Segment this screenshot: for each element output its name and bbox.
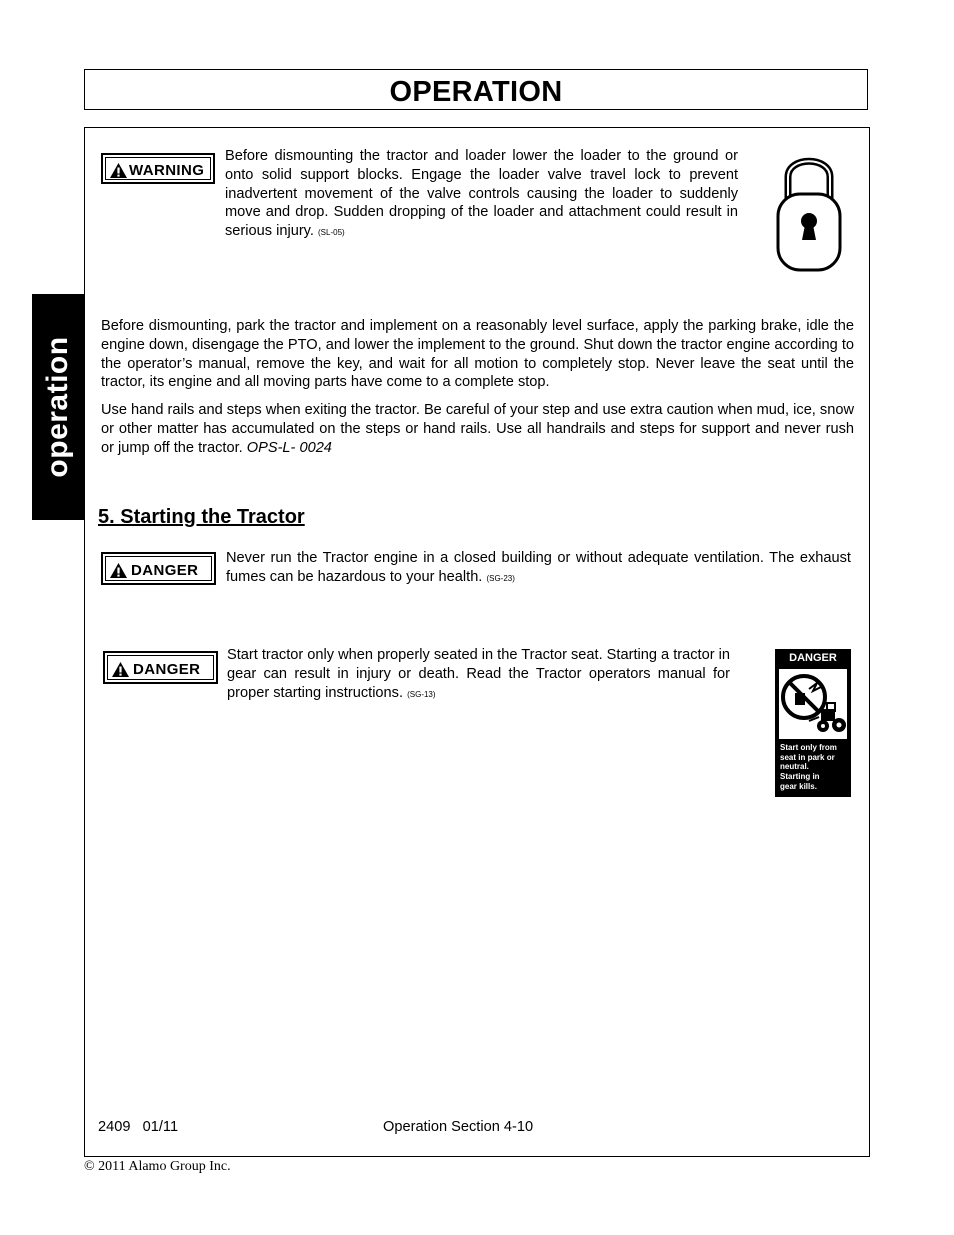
danger-ventilation-text: Never run the Tractor engine in a closed building or without adequate ventilation. The exhaust fumes can be hazardous to your health. (SG-23): [226, 550, 851, 585]
warning-badge: [101, 153, 215, 184]
warning-text: Before dismounting the tractor and loader lower the loader to the ground or onto solid support blocks. Engage the loader valve travel lock to prevent inadvertent movement of the valve controls causing the loader to suddenly move and drop. Sudden dropping of the loader and attachment could result in serious injury. (SL-05): [225, 148, 738, 240]
sg23-code: (SG-23): [486, 573, 515, 583]
section-heading: 5. Starting the Tractor: [98, 506, 305, 528]
danger-badge: [103, 651, 218, 684]
alert-triangle-icon: [109, 162, 128, 179]
dismount-paragraph: Before dismounting, park the tractor and implement on a reasonably level surface, apply the parking brake, idle the engine down, disengage the PTO, and lower the implement to the ground. Shut down the tractor engine according to the operator’s manual, remove the key, and wait for all motion to completely stop. Never leave the seat until the tractor, its engine and all moving parts have come to a complete stop.: [101, 318, 854, 391]
alert-triangle-icon: [111, 661, 130, 678]
content-frame: [84, 127, 870, 1157]
footer-doc-number: 2409 01/11: [98, 1119, 179, 1135]
page-header: [84, 69, 868, 110]
decal-header: DANGER: [789, 652, 837, 664]
warning-badge-label: WARNING: [129, 162, 205, 179]
side-tab-label: operation: [41, 336, 74, 478]
no-start-tractor-icon: [779, 669, 847, 739]
alert-triangle-icon: [109, 562, 128, 579]
sg13-code: (SG-13): [407, 689, 436, 699]
warning-code: (SL-05): [318, 228, 345, 238]
danger-decal: [775, 649, 851, 797]
section-side-tab: [32, 294, 84, 520]
page-title: OPERATION: [389, 76, 563, 108]
danger-badge: [101, 552, 216, 585]
decal-pictogram: [779, 669, 847, 739]
ops-code: OPS-L- 0024: [246, 439, 332, 456]
hand-rails-paragraph: Use hand rails and steps when exiting the tractor. Be careful of your step and use extra caution when mud, ice, snow or other matter has accumulated on the steps or hand rails. Use all handrails and steps for support and never rush or jump off the tractor. OPS-L- 0024: [101, 402, 854, 456]
padlock-icon: [776, 147, 842, 273]
danger-badge-label: DANGER: [133, 661, 201, 678]
decal-text: Start only from seat in park or neutral. Starting in gear kills.: [780, 743, 837, 791]
footer-section: Operation Section 4-10: [383, 1119, 534, 1135]
copyright: © 2011 Alamo Group Inc.: [84, 1159, 231, 1174]
danger-starting-text: Start tractor only when properly seated in the Tractor seat. Starting a tractor in gear can result in injury or death. Read the Tractor operators manual for proper starting instructions. (SG-13): [227, 647, 730, 701]
danger-badge-label: DANGER: [131, 562, 199, 579]
